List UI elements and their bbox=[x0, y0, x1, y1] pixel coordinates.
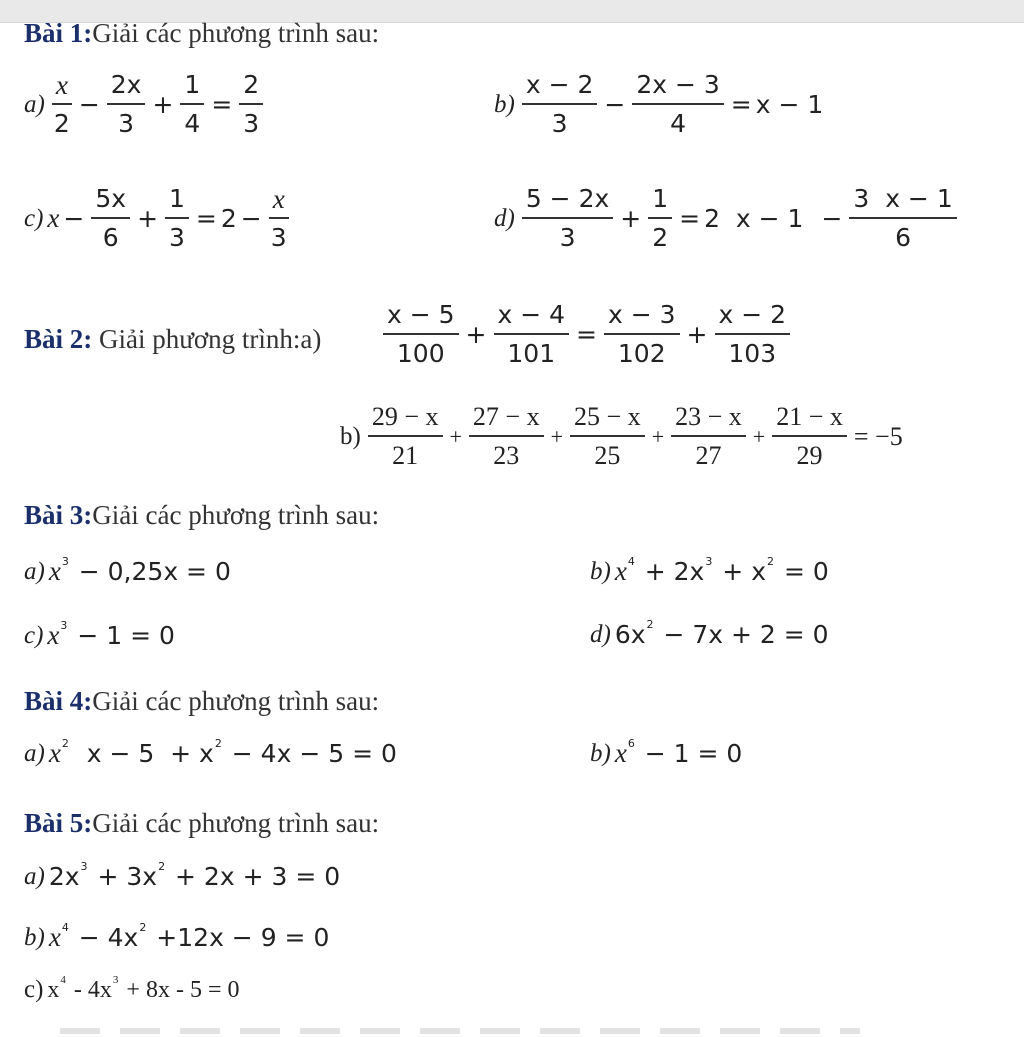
fraction bbox=[469, 402, 544, 471]
denominator: 100 bbox=[396, 339, 445, 368]
variable: x bbox=[614, 738, 627, 768]
cut-off-next-line bbox=[60, 1028, 860, 1034]
exponent: 3 bbox=[705, 555, 713, 568]
denominator: 27 bbox=[695, 441, 722, 470]
bai3-title-text: Giải các phương trình sau: bbox=[92, 500, 380, 530]
bai1-title-bold: Bài 1: bbox=[24, 18, 93, 48]
numerator: x bbox=[269, 184, 289, 219]
bai3-title-bold: Bài 3: bbox=[24, 500, 93, 530]
numerator: x − 5 bbox=[383, 300, 459, 335]
fraction bbox=[494, 300, 570, 369]
operator: + bbox=[686, 320, 708, 349]
operator: = bbox=[679, 204, 701, 233]
fraction bbox=[180, 70, 204, 139]
expression: − 1 = 0 bbox=[636, 739, 743, 768]
variable: x bbox=[47, 203, 60, 233]
variable: x bbox=[47, 620, 60, 650]
bai3-heading bbox=[24, 500, 379, 530]
fraction bbox=[239, 70, 263, 139]
bai5-title-text: Giải các phương trình sau: bbox=[92, 808, 380, 838]
denominator: 2 bbox=[652, 223, 669, 252]
expression: − 0,25x = 0 bbox=[70, 557, 231, 586]
fraction bbox=[632, 70, 723, 139]
denominator: 6 bbox=[895, 223, 912, 252]
numerator: 5x bbox=[91, 184, 130, 219]
operator: − bbox=[604, 90, 626, 119]
exponent: 2 bbox=[139, 921, 147, 934]
numerator: x − 4 bbox=[494, 300, 570, 335]
fraction bbox=[522, 184, 613, 253]
eq-label: d) bbox=[590, 620, 611, 648]
rhs-expression: x − 1 bbox=[755, 90, 824, 119]
fraction bbox=[772, 402, 847, 471]
denominator: 2 bbox=[53, 109, 70, 138]
bai5-eq-a bbox=[24, 862, 340, 891]
exponent: 4 bbox=[627, 555, 635, 568]
eq-label: a) bbox=[24, 557, 45, 585]
denominator: 6 bbox=[102, 223, 119, 252]
eq-label: c) bbox=[24, 204, 44, 232]
eq-label: c) bbox=[24, 621, 44, 649]
eq-label: b) bbox=[24, 923, 45, 951]
operator: = bbox=[576, 320, 597, 349]
numerator: x − 2 bbox=[715, 300, 791, 335]
operator: − bbox=[63, 204, 85, 233]
middle-expression: 2 x − 1 bbox=[704, 204, 804, 233]
fraction bbox=[570, 402, 645, 471]
denominator: 3 bbox=[118, 109, 135, 138]
expression: + 2x + 3 = 0 bbox=[167, 862, 341, 891]
numerator: 5 − 2x bbox=[522, 184, 613, 219]
bai3-eq-a bbox=[24, 556, 231, 587]
bai3-eq-b bbox=[590, 556, 829, 587]
numerator: 23 − x bbox=[671, 402, 746, 437]
numerator: 2 bbox=[239, 70, 263, 105]
bai2-eq-b bbox=[340, 402, 903, 471]
fraction bbox=[849, 184, 956, 253]
bai4-title-text: Giải các phương trình sau: bbox=[92, 686, 380, 716]
exponent: 3 bbox=[80, 860, 88, 873]
denominator: 103 bbox=[728, 339, 777, 368]
fraction bbox=[52, 70, 72, 139]
fraction bbox=[269, 184, 289, 253]
operator: + bbox=[651, 423, 665, 449]
operator: + bbox=[449, 423, 462, 449]
numerator: 1 bbox=[165, 184, 189, 219]
constant: 2 bbox=[220, 204, 237, 233]
eq-label: a) bbox=[24, 90, 45, 118]
expression: x − 5 + x bbox=[70, 739, 214, 768]
numerator: x − 2 bbox=[522, 70, 598, 105]
exponent: 3 bbox=[112, 974, 119, 986]
eq-label: b) bbox=[494, 90, 515, 118]
bai4-title-bold: Bài 4: bbox=[24, 686, 93, 716]
expression: = 0 bbox=[776, 557, 829, 586]
bai3-eq-d bbox=[590, 620, 829, 649]
operator: + bbox=[465, 320, 487, 349]
expression: + x bbox=[714, 557, 766, 586]
numerator: 1 bbox=[180, 70, 204, 105]
numerator: x − 3 bbox=[604, 300, 680, 335]
eq-label: b) bbox=[590, 739, 611, 767]
denominator: 23 bbox=[493, 441, 520, 470]
fraction bbox=[604, 300, 680, 369]
operator: + bbox=[752, 423, 766, 449]
denominator: 25 bbox=[594, 441, 621, 470]
denominator: 4 bbox=[670, 109, 686, 138]
bai1-eq-a bbox=[24, 70, 266, 139]
expression: - 4x bbox=[67, 976, 112, 1003]
bai4-eq-a bbox=[24, 738, 397, 769]
operator: + bbox=[620, 204, 642, 233]
expression: − 1 = 0 bbox=[69, 621, 175, 650]
bai2-heading bbox=[24, 324, 321, 354]
variable: x bbox=[48, 556, 61, 586]
eq-label: b) bbox=[590, 557, 611, 585]
fraction bbox=[522, 70, 598, 139]
bai4-heading bbox=[24, 686, 379, 716]
eq-label: c) bbox=[24, 976, 44, 1003]
exponent: 4 bbox=[61, 921, 69, 934]
numerator: 29 − x bbox=[368, 402, 443, 437]
bai5-eq-c bbox=[24, 976, 239, 1004]
exponent: 2 bbox=[214, 737, 222, 750]
fraction bbox=[383, 300, 459, 369]
exponent: 2 bbox=[646, 618, 654, 631]
expression: − 4x bbox=[70, 923, 139, 952]
numerator: x bbox=[52, 70, 72, 105]
numerator: 27 − x bbox=[469, 402, 544, 437]
rhs-expression: = −5 bbox=[853, 421, 903, 451]
expression: 2x bbox=[48, 862, 80, 891]
variable: x bbox=[48, 922, 61, 952]
eq-label: b) bbox=[340, 422, 361, 450]
operator: − bbox=[821, 204, 843, 233]
operator: + bbox=[550, 423, 564, 449]
denominator: 102 bbox=[617, 339, 666, 368]
operator: − bbox=[240, 204, 262, 233]
denominator: 3 bbox=[243, 109, 260, 138]
denominator: 3 bbox=[169, 223, 185, 252]
bai5-heading bbox=[24, 808, 379, 838]
bai3-eq-c bbox=[24, 620, 175, 651]
operator: + bbox=[152, 90, 174, 119]
denominator: 3 bbox=[551, 109, 568, 138]
bai1-title-text: Giải các phương trình sau: bbox=[92, 18, 380, 48]
operator: = bbox=[730, 90, 752, 119]
bai2-eq-a bbox=[380, 300, 793, 369]
exponent: 2 bbox=[158, 860, 166, 873]
eq-label: a) bbox=[24, 739, 45, 767]
expression: 6x bbox=[614, 620, 646, 649]
exponent: 3 bbox=[60, 619, 68, 632]
variable: x bbox=[48, 738, 61, 768]
denominator: 101 bbox=[507, 339, 556, 368]
numerator: 25 − x bbox=[570, 402, 645, 437]
exponent: 3 bbox=[61, 555, 69, 568]
expression: − 7x + 2 = 0 bbox=[655, 620, 829, 649]
bai1-eq-d bbox=[494, 184, 960, 253]
bai4-eq-b bbox=[590, 738, 742, 769]
fraction bbox=[91, 184, 130, 253]
variable: x bbox=[614, 556, 627, 586]
expression: +12x − 9 = 0 bbox=[148, 923, 330, 952]
exponent: 4 bbox=[60, 974, 66, 986]
bai1-eq-c bbox=[24, 184, 292, 253]
numerator: 2x − 3 bbox=[632, 70, 723, 105]
numerator: 2x bbox=[107, 70, 146, 105]
bai5-title-bold: Bài 5: bbox=[24, 808, 93, 838]
numerator: 1 bbox=[648, 184, 672, 219]
expression: + 3x bbox=[89, 862, 158, 891]
expression: − 4x − 5 = 0 bbox=[223, 739, 397, 768]
eq-label: a) bbox=[24, 862, 45, 890]
eq-label: d) bbox=[494, 204, 515, 232]
variable: x bbox=[47, 976, 60, 1003]
numerator: 21 − x bbox=[772, 402, 847, 437]
bai1-eq-b bbox=[494, 70, 823, 139]
bai5-eq-b bbox=[24, 922, 329, 953]
exponent: 2 bbox=[61, 737, 69, 750]
fraction bbox=[368, 402, 443, 471]
numerator: 3 x − 1 bbox=[849, 184, 956, 219]
expression: + 8x - 5 = 0 bbox=[120, 976, 240, 1003]
fraction bbox=[107, 70, 146, 139]
fraction bbox=[671, 402, 746, 471]
operator: = bbox=[211, 90, 233, 119]
exponent: 6 bbox=[627, 737, 635, 750]
bai2-title-bold: Bài 2: bbox=[24, 324, 93, 354]
fraction bbox=[648, 184, 672, 253]
fraction bbox=[715, 300, 791, 369]
expression: + 2x bbox=[636, 557, 705, 586]
denominator: 3 bbox=[270, 223, 287, 252]
operator: = bbox=[195, 204, 217, 233]
operator: + bbox=[137, 204, 159, 233]
denominator: 21 bbox=[392, 441, 419, 470]
fraction bbox=[165, 184, 189, 253]
operator: − bbox=[78, 90, 100, 119]
exponent: 2 bbox=[767, 555, 774, 568]
denominator: 3 bbox=[559, 223, 576, 252]
bai1-heading bbox=[24, 18, 379, 48]
bai2-title-text: Giải phương trình:a) bbox=[92, 324, 322, 354]
denominator: 4 bbox=[184, 109, 201, 138]
denominator: 29 bbox=[796, 441, 823, 470]
